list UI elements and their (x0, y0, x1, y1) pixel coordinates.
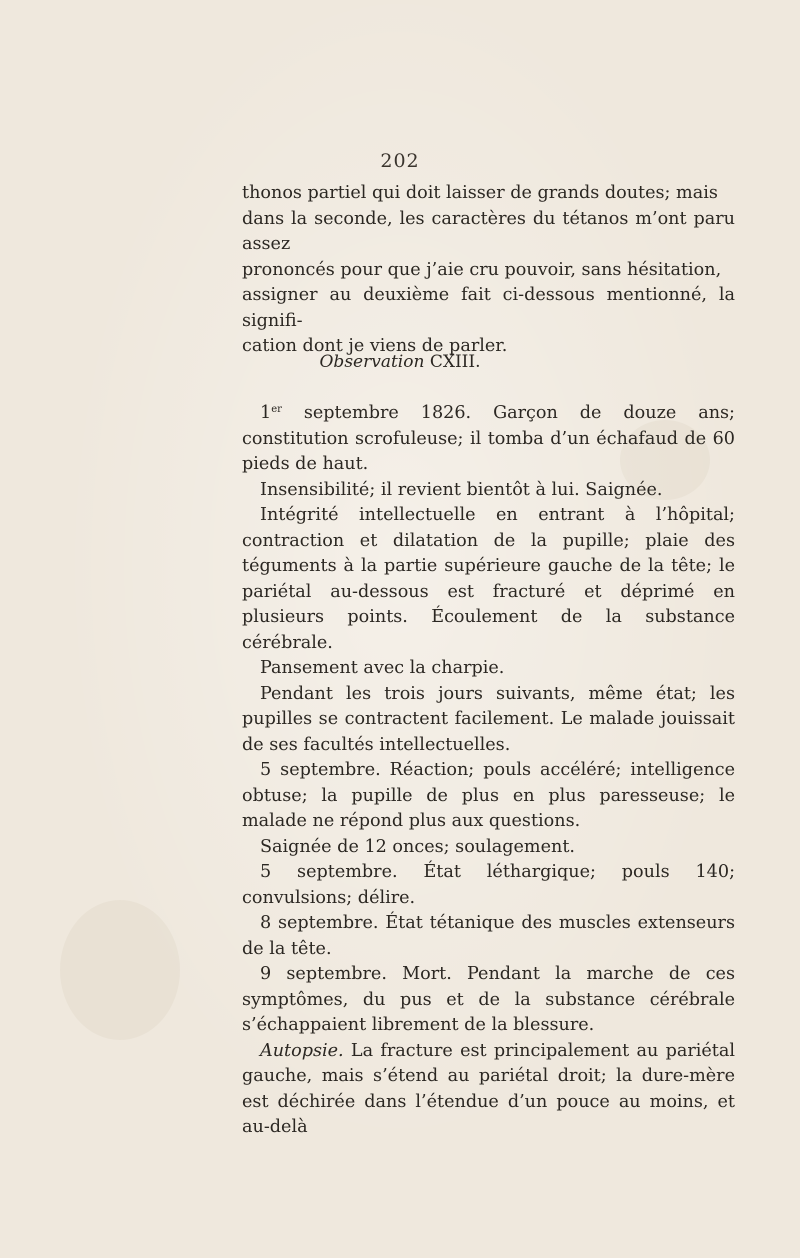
text-line: thonos partiel qui doit laisser de grands doutes; mais (242, 183, 718, 203)
page-number: 202 (380, 150, 420, 172)
ordinal-suffix: er (271, 404, 282, 415)
ordinal: 1 (260, 403, 272, 423)
paragraph-text: La fracture est principalement au pariétal gauche, mais s’étend au pariétal droit; la dure-mère est déchirée dans l’étendue d’un pouce au moins, et au-delà (242, 1040, 735, 1137)
autopsy-label: Autopsie. (260, 1040, 344, 1061)
paragraph-date (242, 397, 735, 478)
paragraph: 5 septembre. Réaction; pouls accéléré; intelligence obtuse; la pupille de plus en plus paresseuse; le malade ne répond plus aux questions. (242, 760, 735, 831)
heading-label: Observation (319, 352, 425, 372)
observation-body (242, 397, 735, 1141)
text-line: prononcés pour que j’aie cru pouvoir, sans hésitation, (242, 259, 722, 280)
observation-heading (0, 352, 800, 372)
paragraph: Saignée de 12 onces; soulagement. (260, 836, 575, 857)
heading-number: CXIII. (429, 352, 481, 372)
text-line: dans la seconde, les caractères du tétanos m’ont paru assez (242, 208, 735, 254)
intro-paragraph (242, 181, 735, 360)
paragraph: 9 septembre. Mort. Pendant la marche de ces symptômes, du pus et de la substance cérébrale s’échappaient librement de la blessure. (242, 964, 735, 1035)
text-line: assigner au deuxième fait ci-dessous mentionné, la signifi- (242, 285, 735, 331)
paragraph: Intégrité intellectuelle en entrant à l’hôpital; contraction et dilatation de la pupille; plaie des téguments à la partie supérieure gauche de la tête; le pariétal au-dessous est fracturé et déprimé en plusieurs points. Écoulement de la substance cérébrale. (242, 505, 735, 653)
paragraph: Insensibilité; il revient bientôt à lui. Saignée. (260, 479, 663, 500)
paragraph: 8 septembre. État tétanique des muscles extenseurs de la tête. (242, 913, 735, 959)
paragraph: Pendant les trois jours suivants, même état; les pupilles se contractent facilement. Le malade jouissait de ses facultés intellectuelles. (242, 683, 735, 755)
text-line: cation dont je viens de parler. (242, 336, 508, 356)
paragraph: 5 septembre. État léthargique; pouls 140; convulsions; délire. (242, 862, 735, 908)
paragraph: Pansement avec la charpie. (260, 658, 505, 678)
paper-stain (60, 900, 180, 1040)
paragraph-text: septembre 1826. Garçon de douze ans; constitution scrofuleuse; il tomba d’un échafaud de 60 pieds de haut. (242, 403, 735, 474)
autopsy-paragraph (242, 1039, 735, 1141)
